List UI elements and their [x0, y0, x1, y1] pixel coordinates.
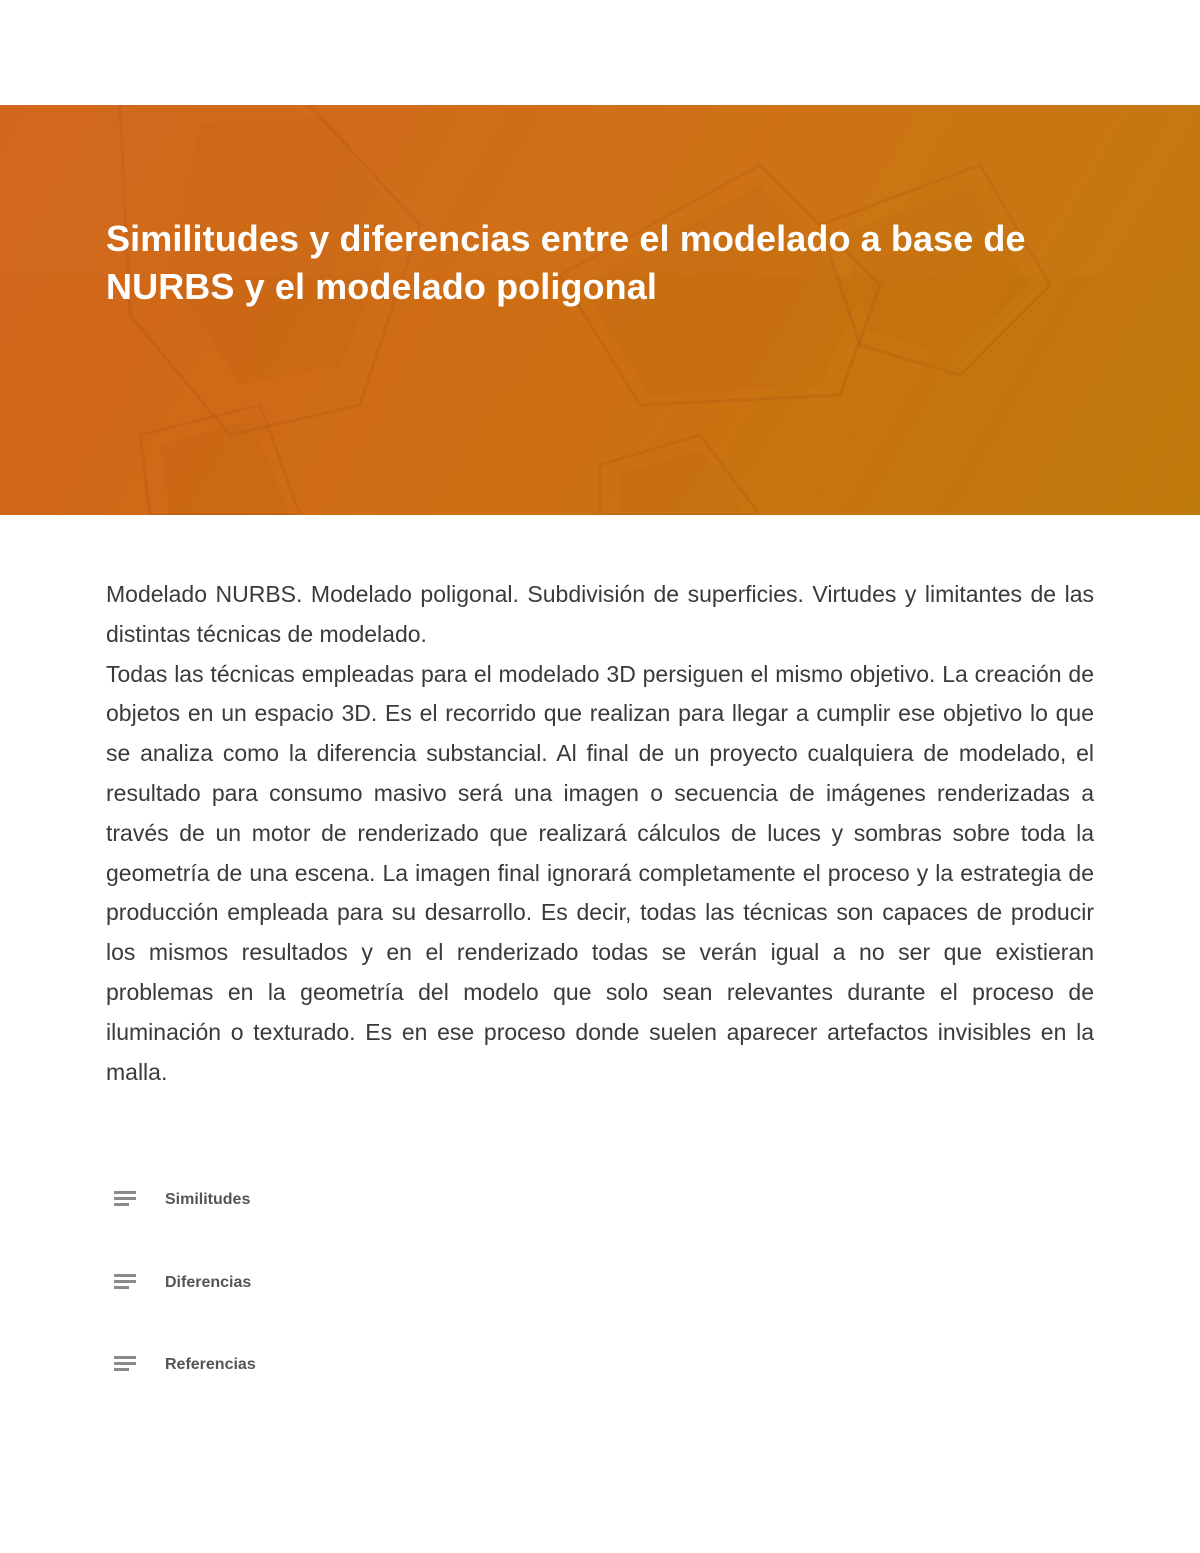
link-diferencias[interactable] — [106, 1263, 506, 1303]
intro-paragraph: Modelado NURBS. Modelado poligonal. Subdivisión de superficies. Virtudes y limitantes de las distintas técnicas de modelado. — [106, 581, 1094, 647]
content-body — [106, 575, 1094, 1092]
page-title: Similitudes y diferencias entre el modelado a base de NURBS y el modelado poligonal — [106, 218, 1026, 307]
hero-banner — [0, 105, 1200, 515]
link-label-referencias: Referencias — [165, 1356, 256, 1373]
body-paragraph: Todas las técnicas empleadas para el modelado 3D persiguen el mismo objetivo. La creación de objetos en un espacio 3D. Es el recorrido que realizan para llegar a cumplir ese objetivo lo que se analiza como la diferencia substancial. Al final de un proyecto cualquiera de modelado, el resultado para consumo masivo será una imagen o secuencia de imágenes renderizadas a través de un motor de renderizado que realizará cálculos de luces y sombras sobre toda la geometría de una escena. La imagen final ignorará completamente el proceso y la estrategia de producción empleada para su desarrollo. Es decir, todas las técnicas son capaces de producir los mismos resultados y en el renderizado todas se verán igual a no ser que existieran problemas en la geometría del modelo que solo sean relevantes durante el proceso de iluminación o texturado. Es en ese proceso donde suelen aparecer artefactos invisibles en la malla. — [106, 660, 1094, 1085]
text-lines-icon — [106, 1180, 146, 1220]
link-referencias[interactable] — [106, 1345, 506, 1385]
link-label-similitudes: Similitudes — [165, 1191, 251, 1208]
link-label-diferencias: Diferencias — [165, 1274, 252, 1291]
text-lines-icon — [106, 1345, 146, 1385]
link-similitudes[interactable] — [106, 1180, 506, 1220]
text-lines-icon — [106, 1263, 146, 1303]
